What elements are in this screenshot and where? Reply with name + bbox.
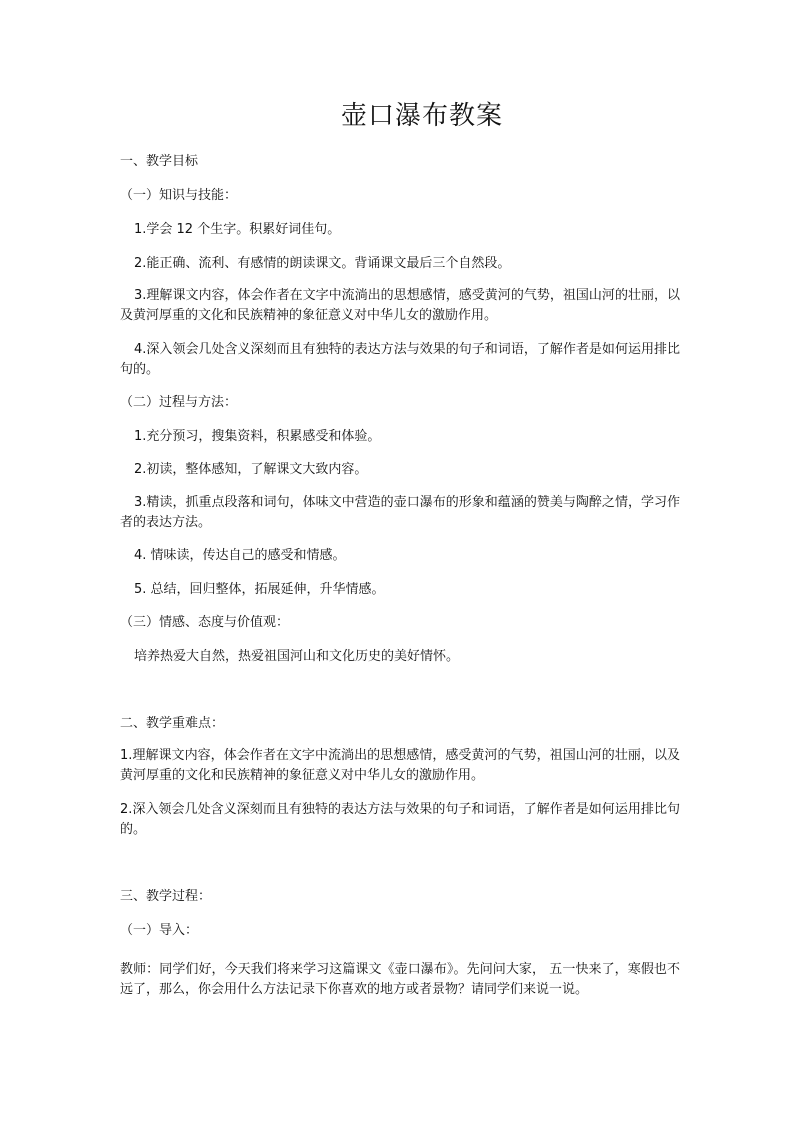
subsection-intro: （一）导入： <box>120 923 199 938</box>
knowledge-item-2: 2.能正确、流利、有感情的朗读课文。背诵课文最后三个自然段。 <box>134 256 511 271</box>
knowledge-item-4: 4.深入领会几处含义深刻而且有独特的表达方法与效果的句子和词语，了解作者是如何运用排比句的。 <box>120 342 680 377</box>
process-item-1: 1.充分预习，搜集资料，积累感受和体验。 <box>134 429 381 444</box>
section-1-heading: 一、教学目标 <box>120 154 199 169</box>
subsection-knowledge: （一）知识与技能： <box>120 188 238 203</box>
section-2-heading: 二、教学重难点： <box>120 716 225 731</box>
subsection-emotion: （三）情感、态度与价值观： <box>120 615 290 630</box>
difficulty-item-1: 1.理解课文内容，体会作者在文字中流淌出的思想感情，感受黄河的气势，祖国山河的壮丽，以及黄河厚重的文化和民族精神的象征意义对中华儿女的激励作用。 <box>120 748 680 783</box>
subsection-process: （二）过程与方法： <box>120 395 238 410</box>
process-item-5: 5. 总结，回归整体，拓展延伸，升华情感。 <box>134 582 385 597</box>
knowledge-item-3: 3.理解课文内容，体会作者在文字中流淌出的思想感情，感受黄河的气势，祖国山河的壮丽，以及黄河厚重的文化和民族精神的象征意义对中华儿女的激励作用。 <box>120 288 680 323</box>
section-3-heading: 三、教学过程： <box>120 889 212 904</box>
knowledge-item-1: 1.学会 12 个生字。积累好词佳句。 <box>134 222 341 237</box>
process-item-2: 2.初读，整体感知，了解课文大致内容。 <box>134 462 368 477</box>
difficulty-item-2: 2.深入领会几处含义深刻而且有独特的表达方法与效果的句子和词语，了解作者是如何运用排比句的。 <box>120 802 680 837</box>
process-item-3: 3.精读，抓重点段落和词句，体味文中营造的壶口瀑布的形象和蕴涵的赞美与陶醉之情，学习作者的表达方法。 <box>120 495 680 530</box>
teacher-intro-text: 教师：同学们好，今天我们将来学习这篇课文《壶口瀑布》。先问问大家， 五一快来了，寒假也不远了，那么，你会用什么方法记录下你喜欢的地方或者景物？请同学们来说一说。 <box>120 962 680 997</box>
emotion-item-1: 培养热爱大自然，热爱祖国河山和文化历史的美好情怀。 <box>134 649 460 664</box>
process-item-4: 4. 情味读，传达自己的感受和情感。 <box>134 548 346 563</box>
document-title: 壶口瀑布教案 <box>340 101 503 131</box>
